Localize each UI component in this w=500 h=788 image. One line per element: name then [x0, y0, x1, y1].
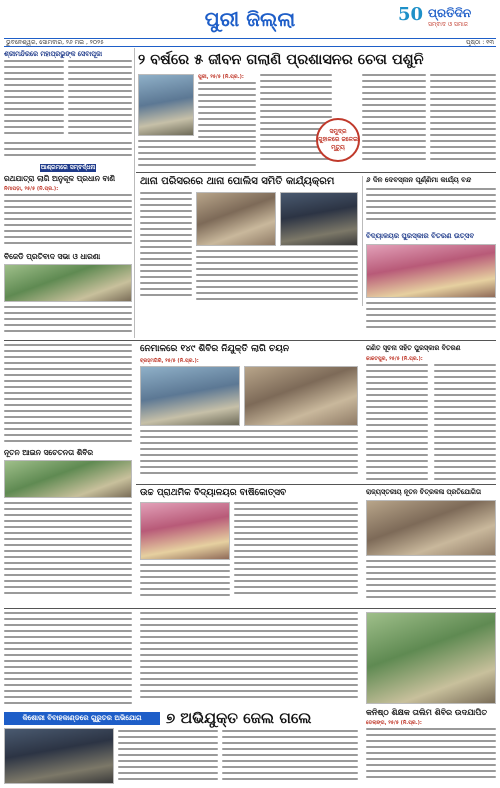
story-body: [234, 502, 358, 602]
lead-headline: ୨ ବର୍ଷରେ ୫ ଜୀବନ ଗଲାଣି ପ୍ରଶାସନର ଚେତା ପଶୁନି: [138, 52, 424, 68]
story-body: [118, 730, 218, 784]
story-photo: [140, 366, 240, 426]
story-body: [4, 60, 64, 140]
byline: କାକଟପୁର, ୨୫/୫ (ନି.ପ୍ର.):: [366, 356, 423, 362]
story-body: [366, 364, 428, 484]
lead-body: [138, 140, 256, 170]
story-photo: [280, 192, 358, 246]
story-body: [366, 560, 496, 604]
story-body: [140, 564, 230, 604]
date-strip: [4, 38, 496, 47]
story-photo: [4, 264, 132, 302]
lead-highlight-text: ସମୁଦ୍ର ଗୁହାଳରେ ଜଳେଇ ମୃତ୍ୟୁ: [318, 128, 358, 151]
story-photo: [366, 500, 496, 556]
masthead: [0, 0, 500, 38]
story-body: [68, 60, 132, 140]
byline: ପୁରୀ, ୨୫/୫ (ନି.ପ୍ର.):: [198, 74, 244, 80]
story-photo: [4, 728, 114, 784]
bottom-kicker-banner: କିଶୋରୀ ବିବାହକାଣ୍ଡରେ ଗୁରୁତର ଅଭିଯୋଗ: [4, 712, 160, 725]
story-photo: [366, 612, 496, 704]
story-body: [4, 306, 132, 336]
date-line: ଭୁବନେଶ୍ୱର, ସୋମବାର, ୨୬ ମଇ , ୨୦୨୫: [6, 39, 104, 46]
story-headline: ଥାନା ପରିସରରେ ଥାନା ପୋଲିସ ସମିତି କାର୍ଯ୍ୟକ୍ରମ: [140, 176, 335, 187]
byline: ଡେଲାଙ୍ଗ, ୨୫/୫ (ନି.ପ୍ର.):: [366, 720, 422, 726]
story-headline: ରାଜ୍ୟସ୍ତରୀୟ ନୂତନ ଚିତ୍ରକଳା ପ୍ରତିଯୋଗିତା: [366, 488, 482, 496]
story-photo: [140, 502, 230, 560]
section-divider: [4, 340, 496, 341]
story-body: [4, 142, 132, 162]
story-headline: ଗଣିତ ସୂଚନା ସହିତ ପୁରସ୍କାର ବିତରଣ: [366, 344, 461, 352]
kicker-label: ଆଶ୍ରମରେ ସମ୍ବର୍ଦ୍ଧନା: [40, 164, 96, 171]
lead-body: [362, 74, 426, 170]
logo-anniversary-number: 50: [398, 4, 424, 25]
story-photo: [366, 244, 496, 298]
lead-body: [198, 82, 256, 146]
story-headline: କନିଷ୍ଠ ଶିକ୍ଷକ ତାଲିମ ଶିବିର ଉଦଯାପିତ: [366, 708, 488, 717]
byline: ନିମାପଡ଼ା, ୨୫/୫ (ନି.ପ୍ର.):: [4, 186, 59, 192]
column-divider: [134, 48, 135, 338]
story-headline: ରଥଯାତ୍ରା ଲାଗି ଅନୁକୂଳ ପ୍ରଧାନ ବାଣି: [4, 174, 116, 183]
story-body: [140, 430, 358, 480]
lead-body: [260, 74, 332, 170]
story-body: [4, 194, 132, 250]
section-divider: [136, 172, 496, 173]
story-body: [366, 728, 496, 784]
story-photo: [244, 366, 358, 426]
section-divider: [136, 484, 496, 485]
story-body: [140, 192, 192, 304]
story-body: [140, 612, 358, 704]
story-body: [4, 612, 132, 708]
story-headline: ଉଚ୍ଚ ପ୍ରାଥମିକ ବିଦ୍ୟାଳୟର ବାର୍ଷିକୋତ୍ସବ: [140, 488, 287, 498]
section-divider: [4, 608, 496, 609]
story-body: [434, 364, 496, 484]
story-headline: ବିଜେଡି ପ୍ରତିବାଦ ସଭା ଓ ଧାରଣା: [4, 252, 101, 261]
story-headline: ୬ ଦିନ ଦେବସ୍ନାନ ପୂର୍ଣ୍ଣିମା କାର୍ଯ୍ୟ ବନ୍ଦ: [366, 176, 472, 184]
story-body: [4, 344, 132, 444]
story-photo: [196, 192, 276, 246]
story-headline: ଶ୍ରୀମନ୍ଦିରରେ ମହାପ୍ରଭୁଙ୍କ ସେବାପୂଜା: [4, 50, 103, 58]
column-divider: [362, 176, 363, 306]
lead-highlight-circle: [316, 118, 360, 162]
story-headline: ନେମାଳରେ ୧୪୯ ଶିବିର ନିଯୁକ୍ତି ଲାଗି ଚୟନ: [140, 344, 290, 354]
bottom-lead-headline: ୭ ଅଭିଯୁକ୍ତ ଜେଲ ଗଲେ: [166, 709, 312, 727]
story-body: [366, 302, 496, 336]
story-body: [366, 188, 496, 228]
logo-tagline: ସମ୍ବାଦ ଓ ସମାଜ: [428, 21, 468, 28]
newspaper-logo: [398, 2, 494, 34]
lead-photo: [138, 74, 194, 136]
story-photo: [4, 460, 132, 498]
story-body: [196, 250, 358, 306]
story-body: [222, 730, 358, 784]
story-body: [4, 502, 132, 602]
story-headline: ବିଦ୍ୟାଳୟର ପୁରସ୍କାର ବିତରଣ ଉତ୍ସବ: [366, 232, 475, 240]
page-number: ପୃଷ୍ଠା : ୧୩: [466, 39, 494, 46]
lead-body: [430, 74, 496, 170]
byline: ବ୍ରହ୍ମଗିରି, ୨୫/୫ (ନି.ପ୍ର.):: [140, 358, 199, 364]
story-headline: ନୂତନ ଆଇନ ସଚେତନତା ଶିବିର: [4, 448, 94, 457]
logo-name: ପ୍ରତିଦିନ: [428, 6, 472, 20]
section-title: ପୁରୀ ଜିଲ୍ଲା: [204, 7, 296, 31]
